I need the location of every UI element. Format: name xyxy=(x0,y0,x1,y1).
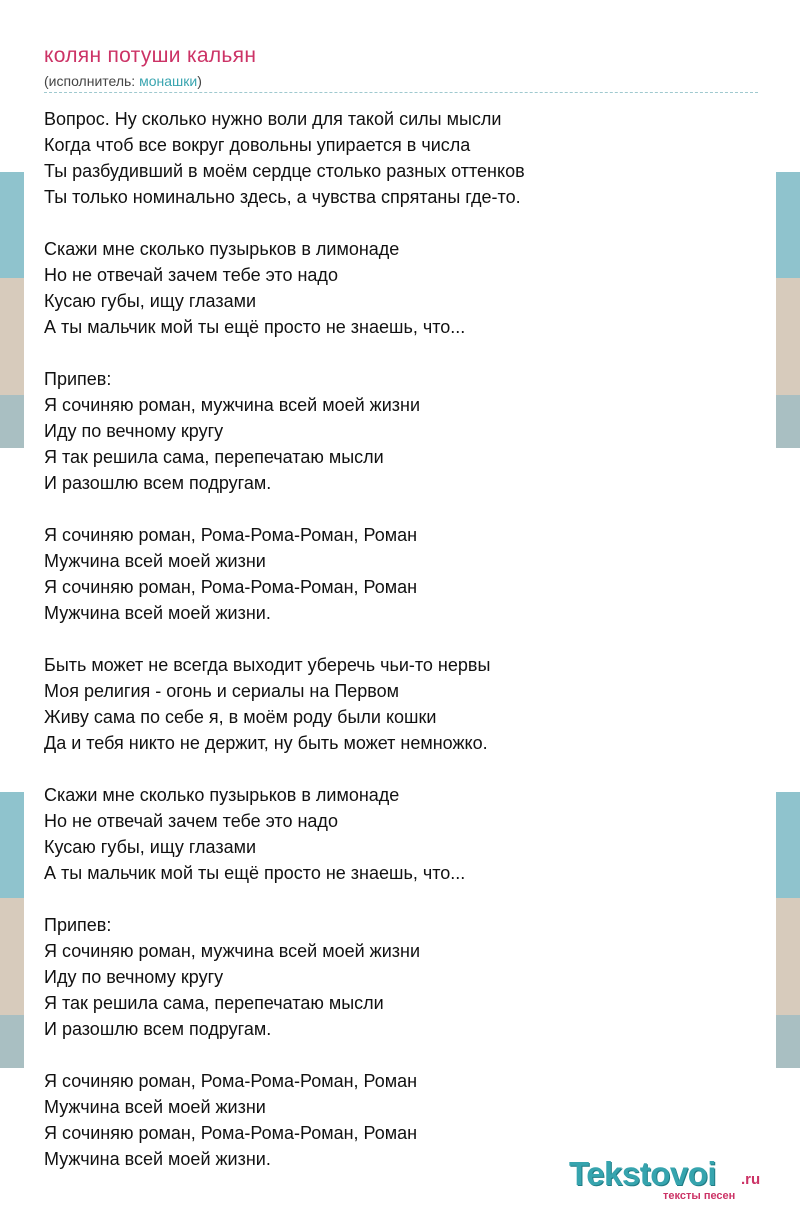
song-title: колян потуши кальян xyxy=(44,44,257,67)
lyric-line: Припев: xyxy=(44,915,112,935)
lyric-line: А ты мальчик мой ты ещё просто не знаешь, что... xyxy=(44,863,466,883)
stanza-break xyxy=(44,756,758,782)
lyric-line: Я сочиняю роман, Рома-Рома-Роман, Роман xyxy=(44,577,418,597)
lyric-line: Но не отвечай зачем тебе это надо xyxy=(44,811,338,831)
stanza-break xyxy=(44,210,758,236)
lyric-line: А ты мальчик мой ты ещё просто не знаешь, что... xyxy=(44,317,466,337)
lyric-line: Иду по вечному кругу xyxy=(44,421,224,441)
lyric-line: Ты только номинально здесь, а чувства спрятаны где-то. xyxy=(44,187,521,207)
lyric-line: И разошлю всем подругам. xyxy=(44,473,272,493)
site-logo[interactable] xyxy=(569,1155,779,1205)
stanza-break xyxy=(44,1042,758,1068)
lyric-line: Я так решила сама, перепечатаю мысли xyxy=(44,447,384,467)
lyric-line: Скажи мне сколько пузырьков в лимонаде xyxy=(44,785,400,805)
lyric-line: Кусаю губы, ищу глазами xyxy=(44,291,257,311)
artist-link[interactable]: монашки xyxy=(139,73,198,89)
lyric-line: Я сочиняю роман, мужчина всей моей жизни xyxy=(44,395,421,415)
lyrics-text xyxy=(44,106,758,1172)
lyric-line: Припев: xyxy=(44,369,112,389)
stanza-break xyxy=(44,626,758,652)
lyric-line: Вопрос. Ну сколько нужно воли для такой силы мысли xyxy=(44,109,502,129)
stanza-break xyxy=(44,496,758,522)
lyric-line: Мужчина всей моей жизни xyxy=(44,1097,266,1117)
logo-tld: .ru xyxy=(741,1171,761,1188)
lyric-line: Быть может не всегда выходит уберечь чьи-то нервы xyxy=(44,655,491,675)
lyric-line: Когда чтоб все вокруг довольны упирается в числа xyxy=(44,135,471,155)
logo-name: Tekstovoi xyxy=(569,1155,717,1192)
lyric-line: Да и тебя никто не держит, ну быть может немножко. xyxy=(44,733,488,753)
lyric-line: Но не отвечай зачем тебе это надо xyxy=(44,265,338,285)
lyric-line: Ты разбудивший в моём сердце столько разных оттенков xyxy=(44,161,525,181)
lyric-line: И разошлю всем подругам. xyxy=(44,1019,272,1039)
lyric-line: Иду по вечному кругу xyxy=(44,967,224,987)
lyric-line: Мужчина всей моей жизни xyxy=(44,551,266,571)
title-divider xyxy=(44,92,758,93)
artist-prefix: (исполнитель: xyxy=(44,73,140,89)
stanza-break xyxy=(44,886,758,912)
logo-tagline: тексты песен xyxy=(663,1190,736,1202)
lyric-line: Я сочиняю роман, Рома-Рома-Роман, Роман xyxy=(44,1071,418,1091)
artist-line xyxy=(44,73,202,89)
lyric-line: Я сочиняю роман, Рома-Рома-Роман, Роман xyxy=(44,1123,418,1143)
lyric-line: Мужчина всей моей жизни. xyxy=(44,1149,271,1169)
artist-suffix: ) xyxy=(197,73,202,89)
lyrics-card xyxy=(24,30,776,1205)
lyric-line: Я сочиняю роман, мужчина всей моей жизни xyxy=(44,941,421,961)
lyric-line: Я так решила сама, перепечатаю мысли xyxy=(44,993,384,1013)
lyric-line: Кусаю губы, ищу глазами xyxy=(44,837,257,857)
lyric-line: Я сочиняю роман, Рома-Рома-Роман, Роман xyxy=(44,525,418,545)
lyric-line: Живу сама по себе я, в моём роду были кошки xyxy=(44,707,437,727)
lyric-line: Моя религия - огонь и сериалы на Первом xyxy=(44,681,400,701)
lyric-line: Скажи мне сколько пузырьков в лимонаде xyxy=(44,239,400,259)
stanza-break xyxy=(44,340,758,366)
lyric-line: Мужчина всей моей жизни. xyxy=(44,603,271,623)
